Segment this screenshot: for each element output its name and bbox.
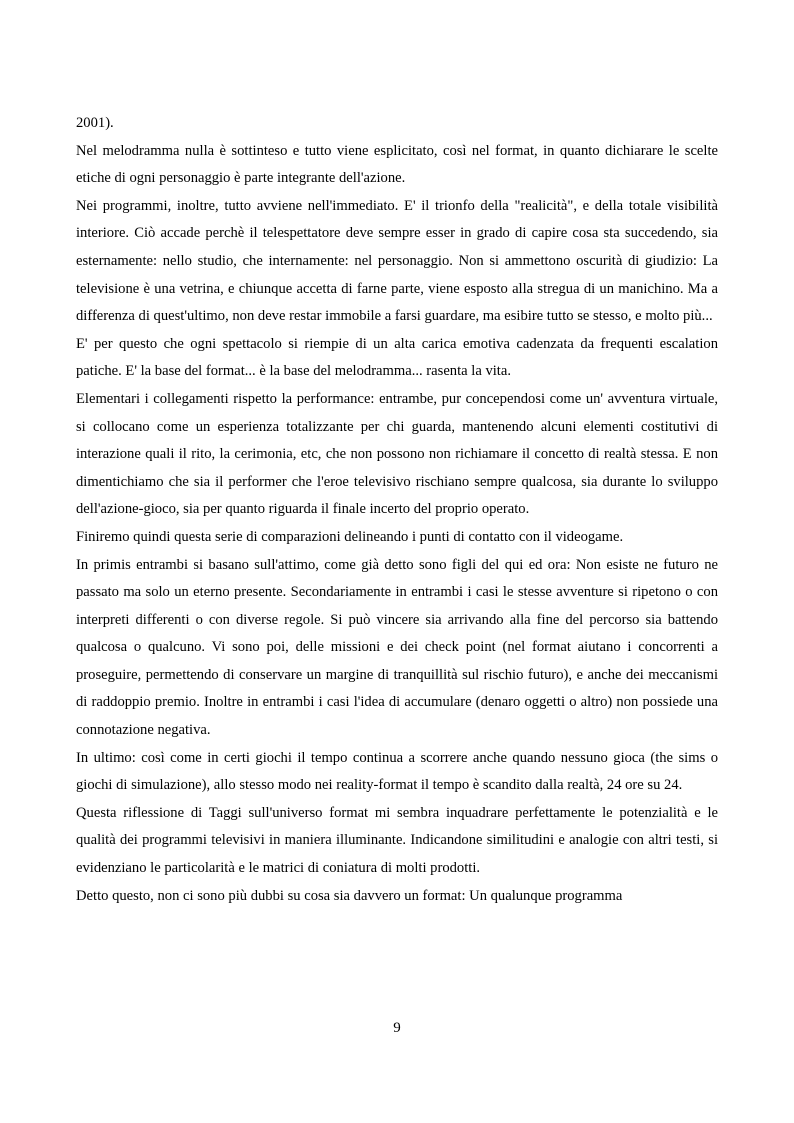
paragraph: E' per questo che ogni spettacolo si riempie di un alta carica emotiva cadenzata da frequenti escalation patiche. E' la base del format... è la base del melodramma... rasenta la vita. <box>76 335 718 380</box>
paragraph: Nel melodramma nulla è sottinteso e tutto viene esplicitato, così nel format, in quanto dichiarare le scelte etiche di ogni personaggio è parte integrante dell'azione. <box>76 142 718 187</box>
paragraph: In ultimo: così come in certi giochi il tempo continua a scorrere anche quando nessuno gioca (the sims o giochi di simulazione), allo stesso modo nei reality-format il tempo è scandito dalla realtà, 24 ore su 24. <box>76 749 718 794</box>
paragraph: Finiremo quindi questa serie di comparazioni delineando i punti di contatto con il videogame. <box>76 528 624 545</box>
paragraph: 2001). <box>76 115 114 131</box>
paragraph: Elementari i collegamenti rispetto la performance: entrambe, pur concependosi come un' avventura virtuale, si collocano come un esperienza totalizzante per chi guarda, mantenendo alcuni elementi costitutivi di interazione quali il rito, la cerimonia, etc, che non possono non richiamare il concetto di realtà stessa. E non dimentichiamo che sia il performer che l'eroe televisivo rischiano sempre qualcosa, sia durante lo sviluppo dell'azione-gioco, sia per quanto riguarda il finale incerto del proprio operato. <box>76 390 718 518</box>
paragraph: Detto questo, non ci sono più dubbi su cosa sia davvero un format: Un qualunque programma <box>76 887 623 904</box>
paragraph: In primis entrambi si basano sull'attimo, come già detto sono figli del qui ed ora: Non esiste ne futuro ne passato ma solo un eterno presente. Secondariamente in entrambi i casi le stesse avventure si ripetono o con interpreti differenti o con diverse regole. Si può vincere sia arrivando alla fine del percorso sia battendo qualcosa o qualcuno. Vi sono poi, delle missioni e dei check point (nel format aiutano i concorrenti a proseguire, permettendo di conservare un margine di tranquillità sul rischio futuro), e anche dei meccanismi di raddoppio premio. Inoltre in entrambi i casi l'idea di accumulare (denaro oggetti o altro) non possiede una connotazione negativa. <box>76 556 718 739</box>
paragraph: Nei programmi, inoltre, tutto avviene nell'immediato. E' il trionfo della "realicità", e della totale visibilità interiore. Ciò accade perchè il telespettatore deve sempre esser in grado di capire cosa sta succedendo, sia esternamente: nello studio, che internamente: nel personaggio. Non si ammettono oscurità di giudizio: La televisione è una vetrina, e chiunque accetta di farne parte, viene esposto alla stregua di un manichino. Ma a differenza di quest'ultimo, non deve restar immobile a farsi guardare, ma esibire tutto se stesso, e molto più... <box>76 197 718 325</box>
page-number: 9 <box>393 1020 401 1036</box>
paragraph: Questa riflessione di Taggi sull'universo format mi sembra inquadrare perfettamente le potenzialità e le qualità dei programmi televisivi in maniera illuminante. Indicandone similitudini e analogie con altri testi, si evidenziano le particolarità e le matrici di coniatura di molti prodotti. <box>76 804 718 877</box>
body-text <box>76 110 718 910</box>
